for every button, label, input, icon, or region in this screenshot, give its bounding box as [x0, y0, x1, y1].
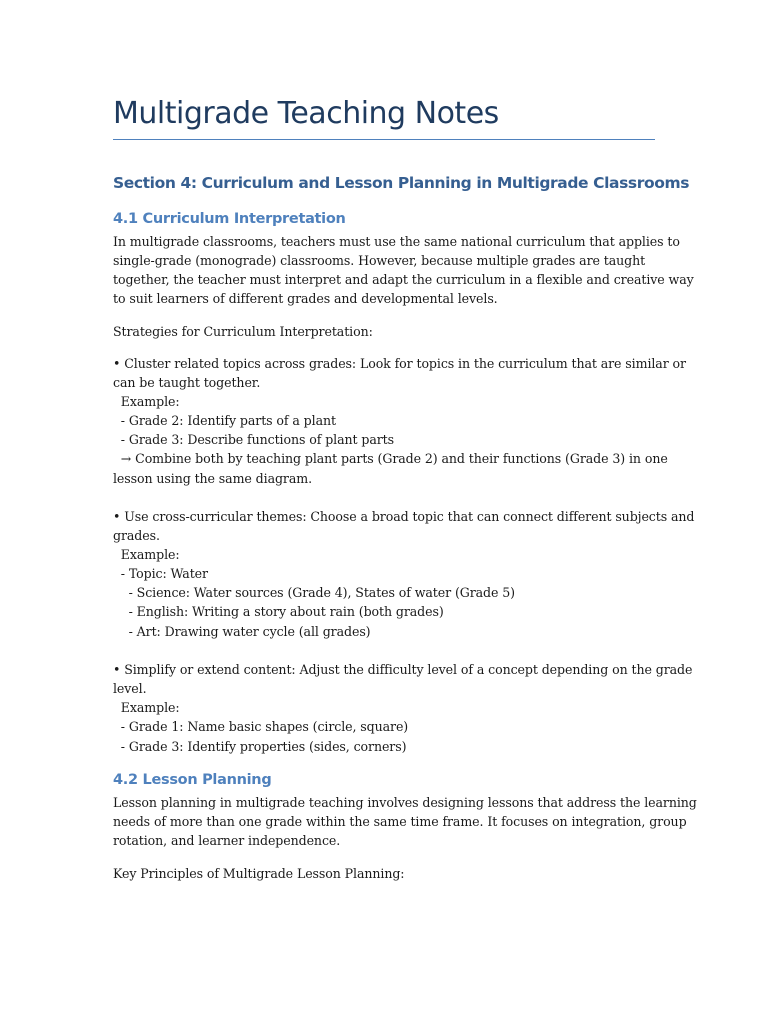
- lesson-line: needs of more than one grade within the same time frame. It focuses on integration, group: [113, 814, 687, 829]
- strategy1-line: → Combine both by teaching plant parts (Grade 2) and their functions (Grade 3) in one: [113, 451, 668, 466]
- strategy2-line: grades.: [113, 528, 160, 543]
- strategy1-line: can be taught together.: [113, 375, 261, 390]
- strategy3-line: - Grade 3: Identify properties (sides, corners): [113, 739, 407, 754]
- principles-label: Key Principles of Multigrade Lesson Planning:: [113, 866, 405, 881]
- intro-line: In multigrade classrooms, teachers must use the same national curriculum that applies to: [113, 234, 680, 249]
- strategy2-line: - Topic: Water: [113, 566, 208, 581]
- strategies-label: Strategies for Curriculum Interpretation:: [113, 324, 373, 339]
- lesson-line: rotation, and learner independence.: [113, 833, 341, 848]
- strategy2-line: - Science: Water sources (Grade 4), States of water (Grade 5): [113, 585, 515, 600]
- title-underline: [113, 139, 655, 140]
- strategy3-line: level.: [113, 681, 147, 696]
- intro-line: to suit learners of different grades and developmental levels.: [113, 291, 498, 306]
- lesson-line: Lesson planning in multigrade teaching involves designing lessons that address the learning: [113, 795, 697, 810]
- strategy1-line: Example:: [113, 394, 180, 409]
- strategy2-line: - English: Writing a story about rain (both grades): [113, 604, 444, 619]
- strategy1-line: - Grade 2: Identify parts of a plant: [113, 413, 336, 428]
- subheading-lesson-planning: 4.2 Lesson Planning: [113, 772, 272, 788]
- strategy3-line: - Grade 1: Name basic shapes (circle, square): [113, 719, 409, 734]
- strategy3-line: Example:: [113, 700, 180, 715]
- document-title: Multigrade Teaching Notes: [113, 96, 499, 131]
- strategy2-line: Example:: [113, 547, 180, 562]
- strategy1-line: lesson using the same diagram.: [113, 471, 313, 486]
- strategy1-line: - Grade 3: Describe functions of plant parts: [113, 432, 394, 447]
- section-heading: Section 4: Curriculum and Lesson Planning in Multigrade Classrooms: [113, 174, 690, 192]
- strategy2-line: - Art: Drawing water cycle (all grades): [113, 624, 371, 639]
- intro-line: together, the teacher must interpret and adapt the curriculum in a flexible and creative way: [113, 272, 694, 287]
- intro-line: single-grade (monograde) classrooms. However, because multiple grades are taught: [113, 253, 646, 268]
- strategy3-line: • Simplify or extend content: Adjust the difficulty level of a concept depending on the grade: [113, 662, 693, 677]
- strategy2-line: • Use cross-curricular themes: Choose a broad topic that can connect different subjects and: [113, 509, 695, 524]
- strategy1-line: • Cluster related topics across grades: Look for topics in the curriculum that are similar or: [113, 356, 686, 371]
- subheading-curriculum-interpretation: 4.1 Curriculum Interpretation: [113, 211, 346, 227]
